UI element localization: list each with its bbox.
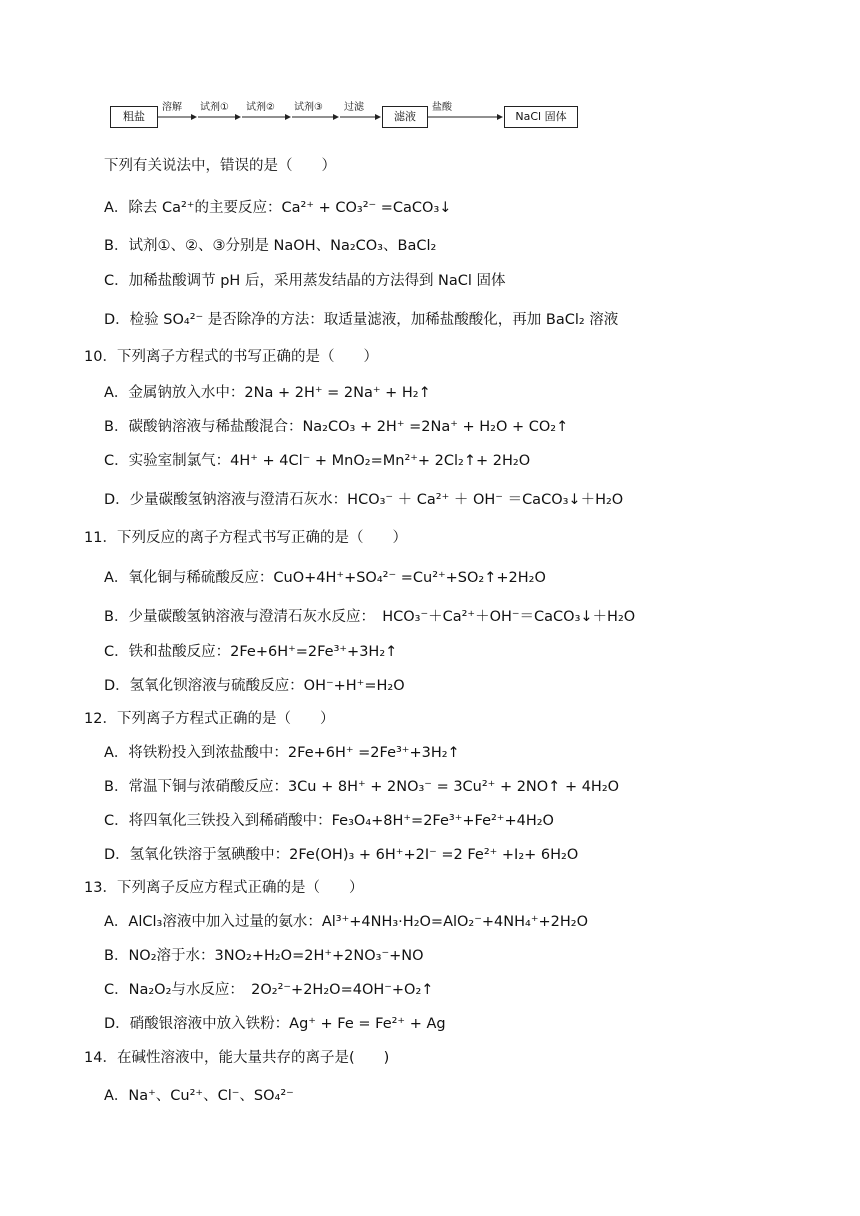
flow-step-filter: 过滤	[344, 102, 364, 113]
q9-option-c: C．加稀盐酸调节 pH 后，采用蒸发结晶的方法得到 NaCl 固体	[104, 273, 506, 289]
q10-option-c: C．实验室制氯气：4H⁺ + 4Cl⁻ + MnO₂=Mn²⁺+ 2Cl₂↑+ 2H₂O	[104, 453, 531, 469]
q11-option-b: B．少量碳酸氢钠溶液与澄清石灰水反应： HCO₃⁻＋Ca²⁺＋OH⁻＝CaCO₃↓＋H₂O	[104, 609, 636, 625]
q13-option-a: A．AlCl₃溶液中加入过量的氨水：Al³⁺+4NH₃·H₂O=AlO₂⁻+4NH₄⁺+2H₂O	[104, 914, 588, 930]
q11-option-c: C．铁和盐酸反应：2Fe+6H⁺=2Fe³⁺+3H₂↑	[104, 644, 398, 660]
q11-stem: 11．下列反应的离子方程式书写正确的是（ ）	[84, 530, 407, 546]
q11-option-a: A．氧化铜与稀硫酸反应：CuO+4H⁺+SO₄²⁻ =Cu²⁺+SO₂↑+2H₂O	[104, 570, 546, 586]
flow-step-reagent-2: 试剂②	[246, 102, 275, 113]
q13-option-c: C．Na₂O₂与水反应： 2O₂²⁻+2H₂O=4OH⁻+O₂↑	[104, 982, 434, 998]
flow-step-dissolve: 溶解	[162, 102, 182, 113]
q12-option-d: D．氢氧化铁溶于氢碘酸中：2Fe(OH)₃ + 6H⁺+2I⁻ =2 Fe²⁺ +I₂+ 6H₂O	[104, 847, 579, 863]
q9-option-d: D．检验 SO₄²⁻ 是否除净的方法：取适量滤液，加稀盐酸酸化，再加 BaCl₂ 溶液	[104, 312, 619, 328]
flow-step-hcl: 盐酸	[432, 102, 452, 113]
q14-option-a: A．Na⁺、Cu²⁺、Cl⁻、SO₄²⁻	[104, 1088, 294, 1104]
q9-option-b: B．试剂①、②、③分别是 NaOH、Na₂CO₃、BaCl₂	[104, 238, 437, 254]
q10-option-a: A．金属钠放入水中：2Na + 2H⁺ = 2Na⁺ + H₂↑	[104, 385, 431, 401]
flow-step-reagent-1: 试剂①	[200, 102, 229, 113]
flow-step-reagent-3: 试剂③	[294, 102, 323, 113]
q12-option-a: A．将铁粉投入到浓盐酸中：2Fe+6H⁺ =2Fe³⁺+3H₂↑	[104, 745, 460, 761]
q13-option-d: D．硝酸银溶液中放入铁粉：Ag⁺ + Fe = Fe²⁺ + Ag	[104, 1016, 446, 1032]
q9-stem: 下列有关说法中，错误的是（ ）	[104, 158, 336, 174]
q12-stem: 12．下列离子方程式正确的是（ ）	[84, 711, 335, 727]
flow-box-nacl-solid: NaCl 固体	[504, 106, 578, 128]
q12-option-c: C．将四氧化三铁投入到稀硝酸中：Fe₃O₄+8H⁺=2Fe³⁺+Fe²⁺+4H₂O	[104, 813, 554, 829]
process-flowchart	[100, 98, 590, 134]
flow-box-filtrate: 滤液	[382, 106, 428, 128]
q13-option-b: B．NO₂溶于水：3NO₂+H₂O=2H⁺+2NO₃⁻+NO	[104, 948, 424, 964]
q14-stem: 14．在碱性溶液中，能大量共存的离子是( )	[84, 1050, 390, 1066]
q10-option-d: D．少量碳酸氢钠溶液与澄清石灰水：HCO₃⁻ ＋ Ca²⁺ ＋ OH⁻ ＝CaCO₃↓＋H₂O	[104, 492, 624, 508]
q13-stem: 13．下列离子反应方程式正确的是（ ）	[84, 880, 364, 896]
q10-stem: 10．下列离子方程式的书写正确的是（ ）	[84, 349, 378, 365]
q9-option-a: A．除去 Ca²⁺的主要反应：Ca²⁺ + CO₃²⁻ =CaCO₃↓	[104, 200, 452, 216]
q10-option-b: B．碳酸钠溶液与稀盐酸混合：Na₂CO₃ + 2H⁺ =2Na⁺ + H₂O + CO₂↑	[104, 419, 569, 435]
q11-option-d: D．氢氧化钡溶液与硫酸反应：OH⁻+H⁺=H₂O	[104, 678, 405, 694]
flow-box-crude-salt: 粗盐	[110, 106, 158, 128]
q12-option-b: B．常温下铜与浓硝酸反应：3Cu + 8H⁺ + 2NO₃⁻ = 3Cu²⁺ + 2NO↑ + 4H₂O	[104, 779, 620, 795]
